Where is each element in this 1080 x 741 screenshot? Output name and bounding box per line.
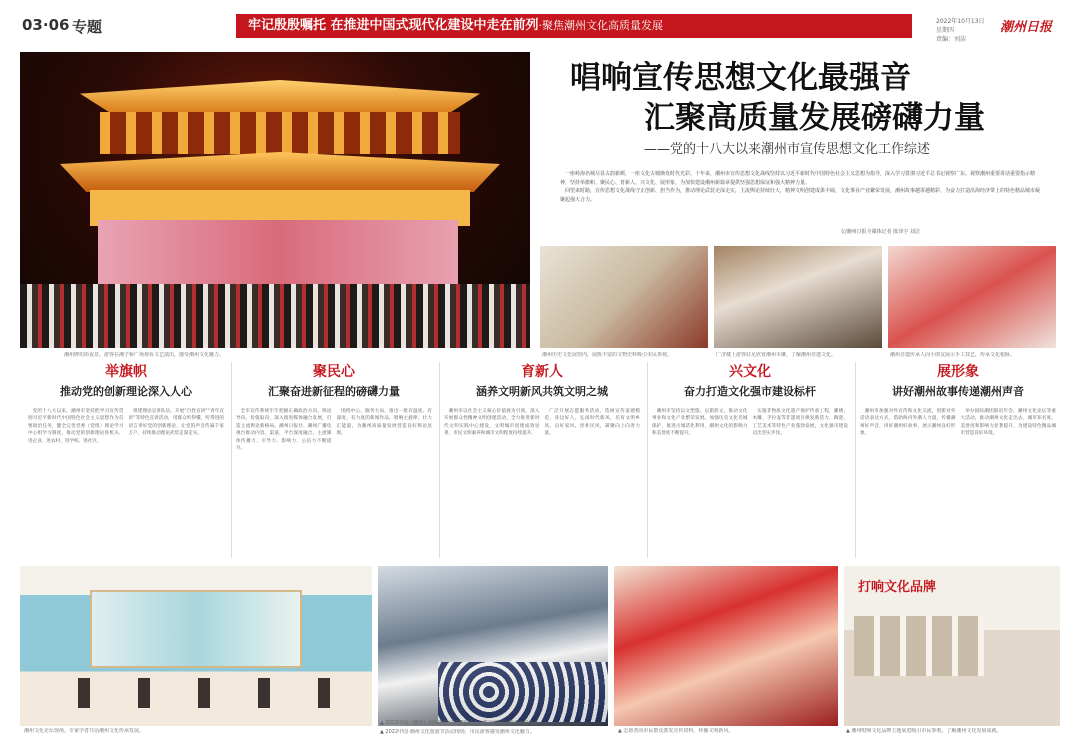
column-body [444, 408, 640, 558]
column-paragraph: 组建理论宣讲队伍，开展“百姓宣讲”“青年宣讲”等特色宣讲活动，用群众听得懂、听得进的语言讲好党的创新理论，让党的声音传遍千家万户，持续推动理论武装走深走实。 [128, 409, 224, 437]
volunteers-photo-caption: ▲ 志愿者向市民群众派发宣传资料，传播文明新风。 [618, 728, 734, 734]
column-paragraph: 举办国际潮团联谊年会、潮州文化论坛等重大活动，推动潮州文化走出去，城市知名度、美誉度和影响力显著提升，为建设特色精品城市营造良好环境。 [960, 409, 1056, 437]
column-divider [855, 362, 856, 558]
column-divider [647, 362, 648, 558]
column-body [236, 408, 432, 558]
audience-crowd [20, 284, 530, 348]
exhibition-wall [854, 616, 984, 676]
banner-main-text: 牢记殷殷嘱托 在推进中国式现代化建设中走在前列 [248, 18, 539, 33]
lead-paragraph: 一座岭海名城尽显古韵新颜，一座文化古城焕发时代光彩。十年来，潮州市宣传思想文化战线坚持以习近平新时代中国特色社会主义思想为指导，深入学习贯彻习近平总书记视察广东、视察潮州重要讲话重要指示精神，坚持举旗帜、聚民心、育新人、兴文化、展形象，为加快建设潮州新篇章提供坚强思想保证和强大精神力量。 [560, 171, 1036, 186]
column-paragraph: 广泛开展志愿服务活动，选树宣传道德模范、身边好人，弘扬时代新风，培育文明乡风、良好家风、淳朴民风，凝聚向上向善力量。 [544, 409, 640, 437]
newspaper-logo: 潮州日报 [1000, 20, 1053, 35]
hero-photo [20, 52, 530, 348]
headline-line-2: 汇聚高质量发展磅礴力量 [644, 100, 985, 136]
publication-editor: 责编：刘洁 [936, 36, 967, 43]
exhibition-sign: 打响文化品牌 [858, 580, 937, 595]
pavilion-roof-lower [60, 152, 500, 192]
column-yu-xin-ren [444, 362, 640, 437]
column-zhan-xing-xiang [860, 362, 1056, 437]
column-paragraph: 潮州市以社会主义核心价值观为引领，深入开展群众性精神文明创建活动，全力推进新时代文明实践中心建设，文明城市创建成效显著，市民文明素养和城市文明程度持续提升。 [444, 409, 540, 437]
column-tag: 兴文化 [729, 364, 771, 380]
ceramics-photo-caption-2: ▲ 2022中国·潮州文化旅游节活动现场，市民游客感受潮州文化魅力。 [380, 729, 535, 735]
ceramics-photo-caption-1: ▲ 2022中国（潮州）国际陶瓷交易博览会上，参展商展示精美陶瓷产品。 [380, 720, 544, 726]
pavilion-roof-top [80, 80, 480, 114]
column-tag: 育新人 [521, 364, 563, 380]
museum-photo [540, 246, 708, 348]
pavilion-body-upper [100, 112, 460, 154]
column-tag: 展形象 [937, 364, 979, 380]
column-ju-min-xin [236, 362, 432, 452]
column-body [860, 408, 1056, 558]
column-paragraph: 潮州市加强对外宣传和文化交流，创新对外话语表达方式，借助海内外潮人力量，传播潮州好声音，讲好潮州好故事，展示潮州良好形象。 [860, 409, 956, 437]
column-paragraph: 党的十八大以来，潮州市坚持把学习宣传贯彻习近平新时代中国特色社会主义思想作为首要政治任务，健全完善党委（党组）理论学习中心组学习制度，推动党的创新理论进机关、进企业、进农村、进学校、进社区。 [28, 409, 124, 444]
headline-line-1: 唱响宣传思想文化最强音 [570, 60, 911, 96]
hero-caption: 潮州牌坊街夜景，游客在湘子桥广场观看文艺演出，感受潮州文化魅力。 [64, 352, 225, 358]
column-body [28, 408, 224, 558]
page-number: 03·06 [22, 16, 70, 34]
column-paragraph: 围绕中心、服务大局，推出一批有温度、有深度、有力度的新闻作品，唱响主旋律、壮大正能量，为潮州高质量发展营造良好舆论氛围。 [336, 409, 432, 437]
publication-info [936, 17, 992, 44]
ceramics-expo-photo [378, 566, 608, 726]
volunteers-photo [614, 566, 838, 726]
museum-photo-caption: 潮州历史文化展馆内，展陈丰富的文物史料吸引市民参观。 [542, 352, 673, 358]
column-title: 奋力打造文化强市建设标杆 [684, 385, 816, 398]
byline: 文/潮州日报全媒体记者 陈泽宇 刘洁 [840, 229, 920, 235]
column-divider [439, 362, 440, 558]
publication-date: 2022年10月13日 星期四 [936, 18, 985, 34]
column-paragraph: 实施非物质文化遗产保护传承工程，潮绣、木雕、手拉壶等非遗项目焕发新活力，陶瓷、工艺美术等特色产业蓬勃发展，文化强市建设迈出坚实步伐。 [752, 409, 848, 437]
visitors-photo [714, 246, 882, 348]
column-paragraph: 潮州市坚持以文塑旅、以旅彰文，推动文化事业和文化产业繁荣发展。加强历史文化名城保护，推进古城活化利用，潮州文化的影响力和美誉度不断提升。 [652, 409, 748, 437]
headline-subtitle: ——党的十八大以来潮州市宣传思想文化工作综述 [644, 142, 931, 157]
exhibition-photo-caption: ▲ 潮州唱响文化品牌主题展览吸引市民参观，了解潮州文化发展成就。 [846, 728, 1002, 734]
column-title: 推动党的创新理论深入人心 [60, 385, 192, 398]
column-tag: 聚民心 [313, 364, 355, 380]
children-photo-caption: 潮州非遗传承人向小朋友展示手工技艺，传承文化根脉。 [890, 352, 1016, 358]
visitors-photo-caption: 广济楼上游客驻足欣赏潮州木雕，了解潮州非遗文化。 [716, 352, 837, 358]
column-xing-wen-hua [652, 362, 848, 437]
column-ju-qi-zhi [28, 362, 224, 444]
forum-photo [20, 566, 372, 726]
column-body [652, 408, 848, 558]
lead-text [560, 170, 1040, 204]
exhibition-photo [844, 566, 1060, 726]
ceramic-bowls [438, 662, 608, 722]
children-photo [888, 246, 1056, 348]
page-header [0, 0, 1080, 44]
column-title: 涵养文明新风共筑文明之城 [476, 385, 608, 398]
forum-backdrop-screen [90, 590, 302, 668]
header-banner [236, 14, 912, 38]
column-title: 讲好潮州故事传递潮州声音 [892, 385, 1024, 398]
column-paragraph: 全市宣传系统牢牢把握正确政治方向、舆论导向、价值取向，深入推进媒体融合发展，打造主流舆论新格局。潮州日报社、潮州广播电视台推动内容、渠道、平台深度融合，主流媒体传播力、引导力、影响力、公信力不断提升。 [236, 409, 332, 452]
column-divider [231, 362, 232, 558]
page-section-label: 专题 [72, 18, 103, 36]
forum-photo-caption: 潮州文化论坛现场，专家学者共话潮州文化传承发展。 [24, 728, 145, 734]
forum-guests [50, 678, 350, 708]
column-title: 汇聚奋进新征程的磅礴力量 [268, 385, 400, 398]
stage-screen [98, 220, 458, 294]
lead-paragraph: 回望来时路，宣传思想文化战线守正创新、担当作为，推动理论武装走深走实，主流舆论持续壮大，精神文明创建成果丰硕，文化事业产业繁荣发展，潮州故事越讲越精彩，为奋力打造沿海经济带上的特色精品城市凝聚起强大合力。 [560, 188, 1041, 203]
banner-sub-text: ·聚焦潮州文化高质量发展 [538, 19, 664, 32]
column-tag: 举旗帜 [105, 364, 147, 380]
